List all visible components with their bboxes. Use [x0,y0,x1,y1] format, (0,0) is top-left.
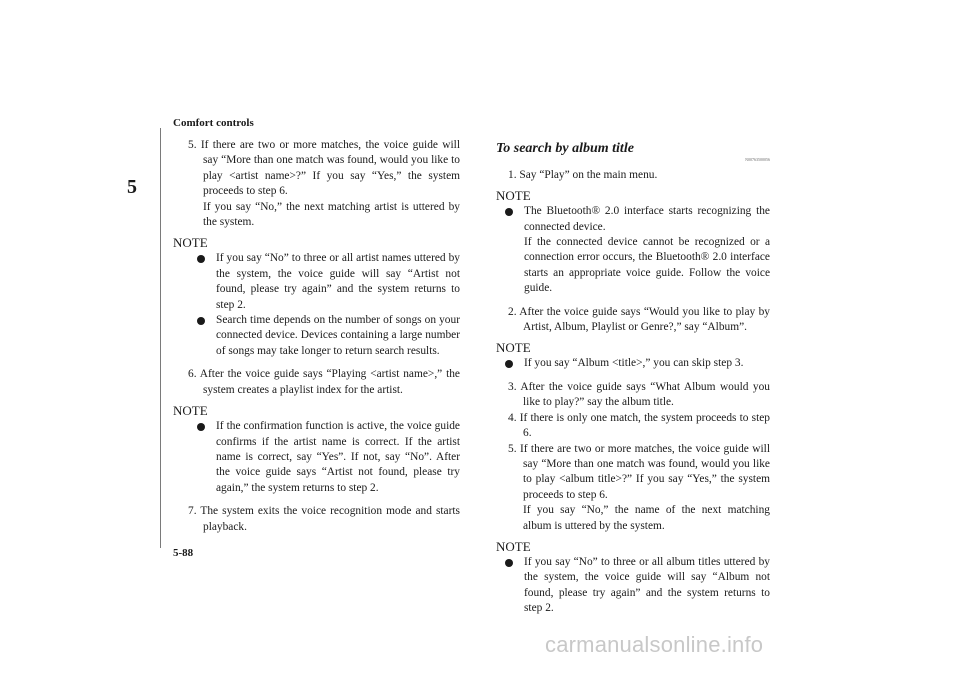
step-5-continued: If you say “No,” the name of the next matching album is uttered by the system. [523,504,770,532]
note-label: NOTE [496,188,531,204]
step-5: 5. If there are two or more matches, the voice guide will say “More than one match was found, would you like to play <album title>?” If you say “Yes,” the system proceeds to step 6. [508,442,770,501]
note-bullet: The Bluetooth® 2.0 interface starts recognizing the connected device. [496,204,770,235]
right-column [496,141,770,617]
reference-code: N00763500056 [745,157,770,163]
sidebar-divider [160,128,161,548]
bullet-icon [505,208,513,216]
step-2: 2. After the voice guide says “Would you like to play by Artist, Album, Playlist or Genre?,” say “Album”. [508,305,770,334]
bullet-icon [197,423,205,431]
bullet-icon [197,317,205,325]
note-label: NOTE [173,403,208,419]
step-3: 3. After the voice guide says “What Album would you like to play?” say the album title. [508,380,770,409]
section-header: Comfort controls [173,117,254,129]
note-label: NOTE [496,538,531,554]
watermark: carmanualsonline.info [545,632,764,657]
chapter-number: 5 [127,176,137,198]
section-title: To search by album title [496,141,634,156]
note-bullet: If the confirmation function is active, the voice guide confirms if the artist name is correct. If the artist name is correct, say “Yes”. If not, say “No”. After the voice guide says “Artist not found, please try again,” the system returns to step 2. [188,419,460,496]
page-number: 5-88 [173,547,194,559]
step-7: 7. The system exits the voice recognition mode and starts playback. [188,505,460,533]
note-label: NOTE [496,340,531,356]
bullet-icon [505,360,513,368]
bullet-icon [197,255,205,263]
note-bullet: If you say “No” to three or all artist names uttered by the system, the voice guide will say “Artist not found, please try again” and the system returns to step 2. [188,251,460,313]
step-4: 4. If there is only one match, the system proceeds to step 6. [508,411,770,440]
step-1: 1. Say “Play” on the main menu. [508,168,658,181]
step-6: 6. After the voice guide says “Playing <artist name>,” the system creates a playlist index for the artist. [188,368,460,396]
note-bullet: If you say “Album <title>,” you can skip step 3. [496,356,770,371]
left-column [173,138,460,535]
note-bullet: Search time depends on the number of songs on your connected device. Devices containing a large number of songs may take longer to return search results. [188,313,460,359]
step-5: 5. If there are two or more matches, the voice guide will say “More than one match was found, would you like to play <artist name>?” If you say “Yes,” the system proceeds to step 6. [188,139,460,198]
note-label: NOTE [173,235,208,251]
note-bullet: If you say “No” to three or all album titles uttered by the system, the voice guide will say “Album not found, please try again” and the system returns to step 2. [496,555,770,617]
note-bullet-continued: If the connected device cannot be recognized or a connection error occurs, the Bluetooth® 2.0 interface starts an appropriate voice guide. Follow the voice guide. [524,236,770,295]
step-5-continued: If you say “No,” the next matching artist is uttered by the system. [203,200,460,229]
bullet-icon [505,559,513,567]
